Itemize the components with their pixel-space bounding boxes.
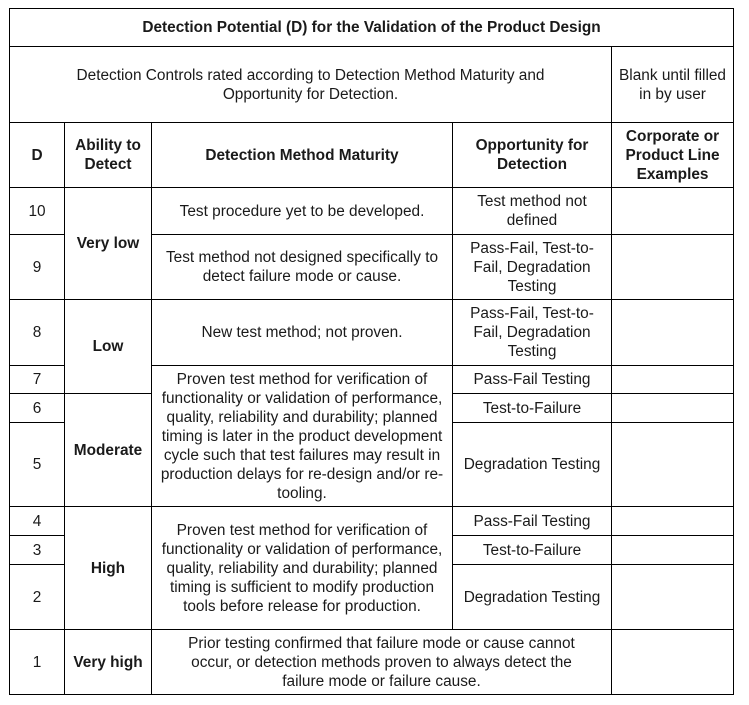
maturity-9: Test method not designed specifically to detect failure mode or cause. <box>152 235 453 300</box>
rating-8: 8 <box>10 300 65 366</box>
rating-6: 6 <box>10 394 65 423</box>
opportunity-2: Degradation Testing <box>453 565 612 630</box>
opportunity-3: Test-to-Failure <box>453 536 612 565</box>
header-row <box>10 123 734 188</box>
maturity-4-2: Proven test method for verification of functionality or validation of performance, quality, reliability and durability; planned timing is sufficient to modify production tools before release for production. <box>152 507 453 630</box>
ability-very-low: Very low <box>65 188 152 300</box>
examples-cell <box>612 507 734 536</box>
rating-7: 7 <box>10 366 65 394</box>
header-ability: Ability to Detect <box>65 123 152 188</box>
maturity-10: Test procedure yet to be developed. <box>152 188 453 235</box>
examples-cell <box>612 394 734 423</box>
rating-3: 3 <box>10 536 65 565</box>
ability-high: High <box>65 507 152 630</box>
examples-cell <box>612 366 734 394</box>
header-opportunity: Opportunity for Detection <box>453 123 612 188</box>
header-d: D <box>10 123 65 188</box>
opportunity-4: Pass-Fail Testing <box>453 507 612 536</box>
title-row <box>10 9 734 47</box>
maturity-7-5: Proven test method for verification of functionality or validation of performance, quality, reliability and durability; planned timing is later in the product development cycle such that test failures may result in production delays for re-design and/or re-tooling. <box>152 366 453 507</box>
table-row <box>10 300 734 366</box>
table-row <box>10 507 734 536</box>
intro-note: Blank until filled in by user <box>612 47 734 123</box>
examples-cell <box>612 423 734 507</box>
ability-moderate: Moderate <box>65 394 152 507</box>
detection-potential-table <box>9 8 734 695</box>
examples-cell <box>612 536 734 565</box>
rating-4: 4 <box>10 507 65 536</box>
opportunity-6: Test-to-Failure <box>453 394 612 423</box>
opportunity-7: Pass-Fail Testing <box>453 366 612 394</box>
table-row <box>10 188 734 235</box>
examples-cell <box>612 235 734 300</box>
opportunity-9: Pass-Fail, Test-to-Fail, Degradation Testing <box>453 235 612 300</box>
opportunity-5: Degradation Testing <box>453 423 612 507</box>
rating-9: 9 <box>10 235 65 300</box>
table-row <box>10 630 734 695</box>
examples-cell <box>612 300 734 366</box>
rating-10: 10 <box>10 188 65 235</box>
intro-row <box>10 47 734 123</box>
opportunity-10: Test method not defined <box>453 188 612 235</box>
maturity-1: Prior testing confirmed that failure mode or cause cannot occur, or detection methods proven to always detect the failure mode or failure cause. <box>152 630 612 695</box>
intro-text: Detection Controls rated according to Detection Method Maturity and Opportunity for Detection. <box>10 47 612 123</box>
opportunity-8: Pass-Fail, Test-to-Fail, Degradation Testing <box>453 300 612 366</box>
table-title: Detection Potential (D) for the Validation of the Product Design <box>10 9 734 47</box>
maturity-8: New test method; not proven. <box>152 300 453 366</box>
header-maturity: Detection Method Maturity <box>152 123 453 188</box>
header-examples: Corporate or Product Line Examples <box>612 123 734 188</box>
rating-2: 2 <box>10 565 65 630</box>
examples-cell <box>612 188 734 235</box>
examples-cell <box>612 630 734 695</box>
examples-cell <box>612 565 734 630</box>
rating-5: 5 <box>10 423 65 507</box>
ability-low: Low <box>65 300 152 394</box>
rating-1: 1 <box>10 630 65 695</box>
ability-very-high: Very high <box>65 630 152 695</box>
